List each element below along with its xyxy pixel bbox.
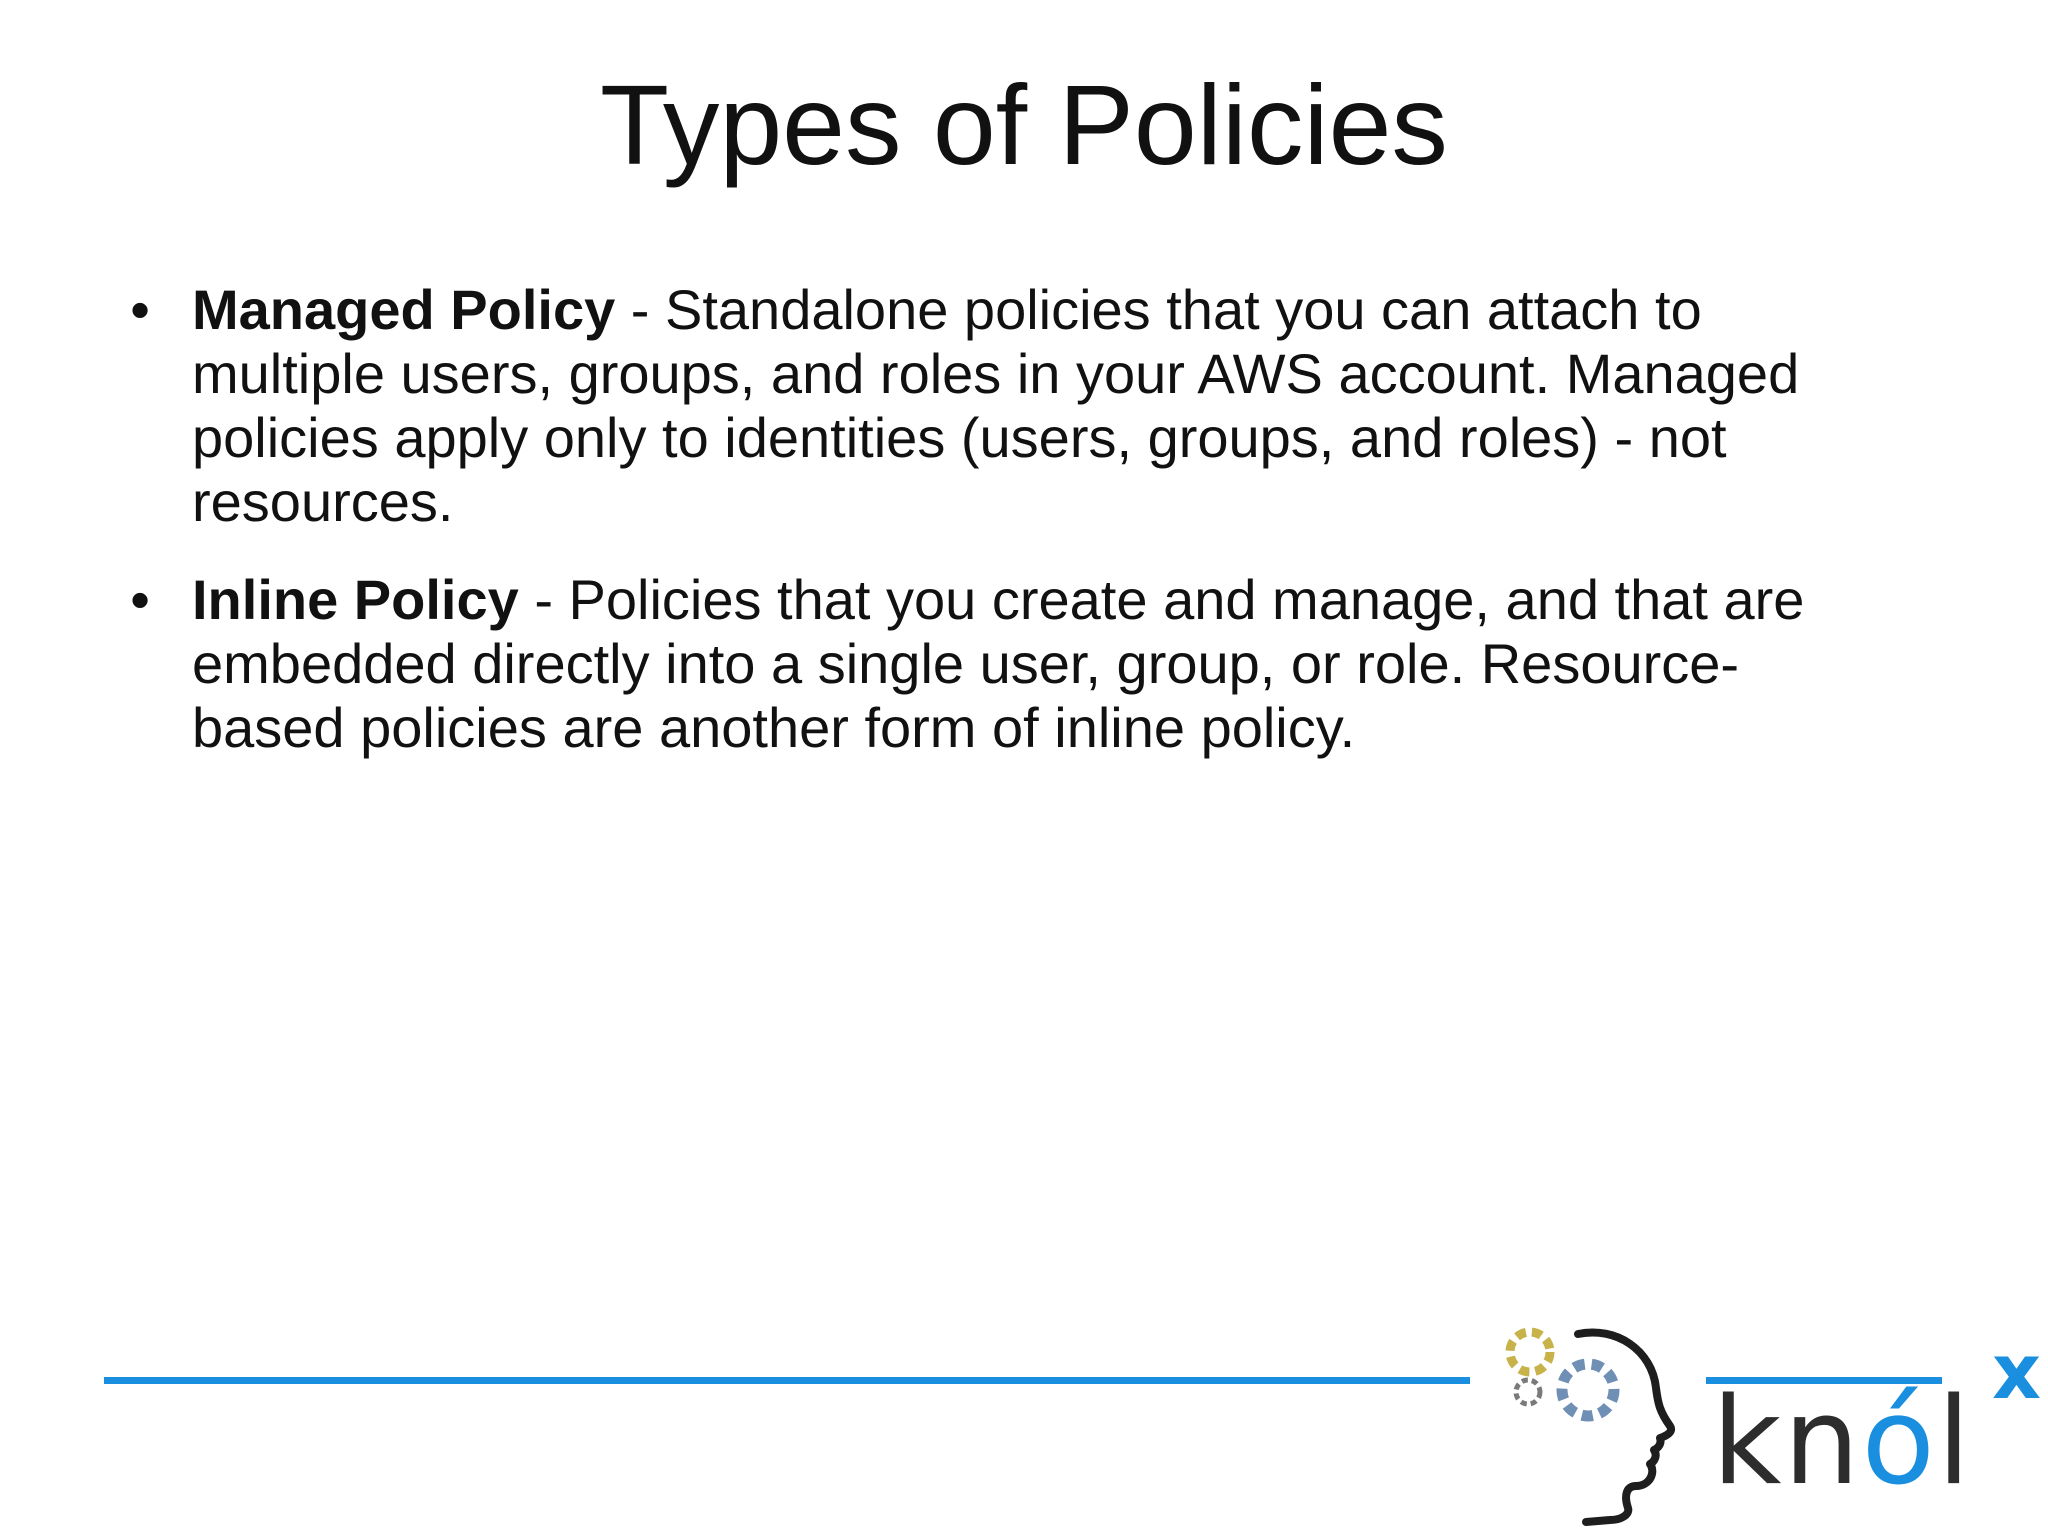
head-profile xyxy=(1578,1332,1671,1522)
bullet-item-managed-policy xyxy=(120,278,1880,534)
bullet-text: - Policies that you create and manage, and that are embedded directly into a single user, group, or role. Resource-based policies are another form of inline policy. xyxy=(192,568,1805,759)
knolx-wordmark xyxy=(1712,1373,1973,1512)
bullet-list xyxy=(120,278,1880,794)
slide-title: Types of Policies xyxy=(600,62,1448,188)
bullet-term: Inline Policy xyxy=(192,568,519,631)
logo-superscript: x xyxy=(1992,1327,2042,1416)
bullet-term: Managed Policy xyxy=(192,278,616,341)
bullet-text: - Standalone policies that you can attach to multiple users, groups, and roles in your AWS account. Managed policies apply only to identities (users, groups, and roles) - not resources. xyxy=(192,278,1800,533)
blue-gear xyxy=(1562,1364,1614,1416)
gold-gear xyxy=(1510,1332,1550,1372)
knolx-gears-head-icon xyxy=(1490,1320,1690,1530)
grey-gear xyxy=(1516,1380,1540,1404)
logo-word-end: l xyxy=(1936,1373,1973,1512)
logo-word-start: kn xyxy=(1712,1373,1862,1512)
bullet-marker: • xyxy=(130,568,150,631)
logo-word-accent: ó xyxy=(1861,1373,1937,1512)
bullet-marker: • xyxy=(130,278,150,341)
knolx-logo xyxy=(1490,1320,2040,1530)
bullet-item-inline-policy xyxy=(120,568,1880,760)
footer-rule-left xyxy=(104,1377,1470,1384)
